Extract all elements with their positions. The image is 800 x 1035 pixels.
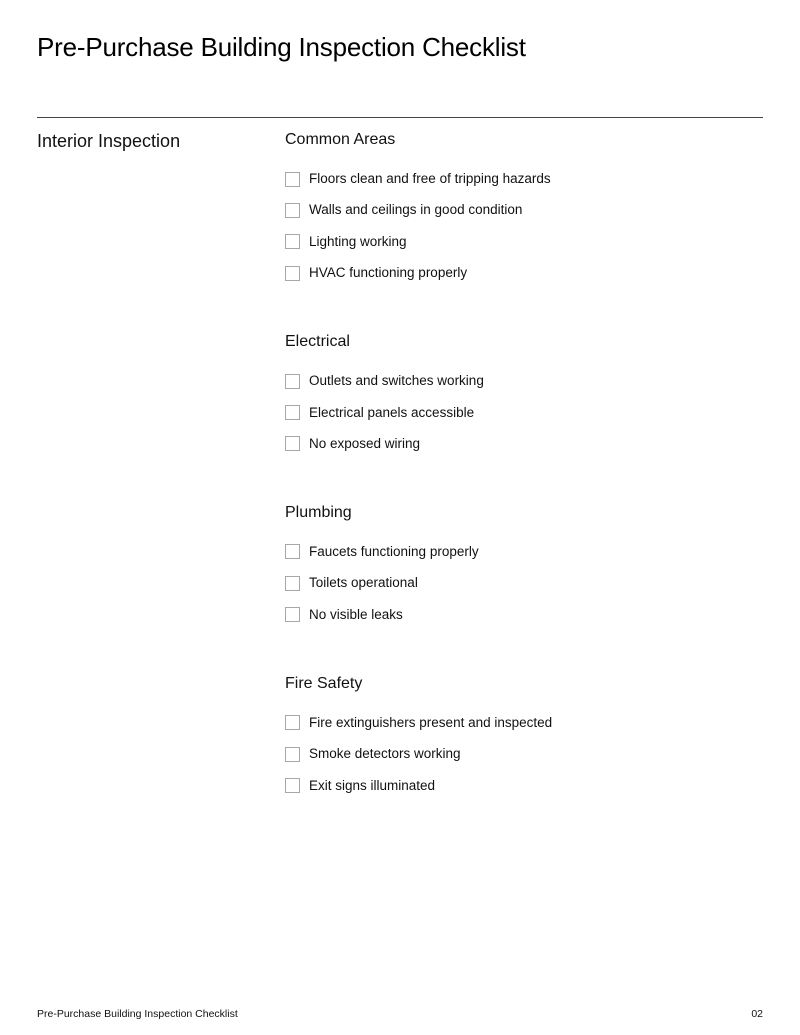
checklist-item-label: HVAC functioning properly: [309, 265, 468, 281]
section-label: Interior Inspection: [37, 131, 181, 151]
checkbox[interactable]: [285, 234, 300, 249]
checklist-item: [285, 605, 763, 625]
checklist-item-label: No visible leaks: [309, 606, 403, 622]
checkbox[interactable]: [285, 436, 300, 451]
checkbox[interactable]: [285, 172, 300, 187]
checklist-item-label: Fire extinguishers present and inspected: [309, 714, 553, 730]
group-title: Common Areas: [285, 131, 396, 148]
checklist-item-label: Walls and ceilings in good condition: [309, 202, 523, 218]
checklist-item-label: Smoke detectors working: [309, 746, 461, 762]
checkbox[interactable]: [285, 544, 300, 559]
checkbox[interactable]: [285, 266, 300, 281]
checkbox[interactable]: [285, 715, 300, 730]
checklist-item-label: Exit signs illuminated: [309, 777, 436, 793]
checklist-item: [285, 744, 763, 764]
footer-page-number: 02: [751, 1008, 763, 1020]
checklist-item: [285, 200, 763, 220]
checkbox[interactable]: [285, 405, 300, 420]
group-fire-safety: [285, 673, 763, 796]
checklist-item: [285, 232, 763, 252]
checklist-item-label: No exposed wiring: [309, 435, 421, 451]
header-divider: [37, 117, 763, 118]
checklist-item: [285, 776, 763, 796]
group-title: Electrical: [285, 333, 350, 351]
checklist-item: [285, 169, 763, 189]
checklist-item-label: Floors clean and free of tripping hazards: [309, 171, 551, 186]
checkbox[interactable]: [285, 576, 300, 591]
group-title: Fire Safety: [285, 674, 363, 692]
checklist-item: [285, 713, 763, 733]
checklist-item: [285, 263, 763, 283]
checklist-item-label: Outlets and switches working: [309, 373, 484, 389]
checklist: [285, 542, 763, 625]
checkbox[interactable]: [285, 747, 300, 762]
group-common-areas: [285, 129, 763, 283]
page-title: Pre-Purchase Building Inspection Checklist: [37, 32, 526, 62]
checklist-groups: [285, 129, 763, 844]
checklist-item: [285, 371, 763, 391]
checklist-item-label: Faucets functioning properly: [309, 543, 479, 559]
checklist-item: [285, 434, 763, 454]
footer-document-title: Pre-Purchase Building Inspection Checklist: [37, 1008, 238, 1020]
checklist-item-label: Lighting working: [309, 233, 407, 249]
checklist-item: [285, 573, 763, 593]
checkbox[interactable]: [285, 203, 300, 218]
checklist-item: [285, 542, 763, 562]
checkbox[interactable]: [285, 374, 300, 389]
group-plumbing: [285, 502, 763, 625]
group-electrical: [285, 331, 763, 454]
checklist: [285, 371, 763, 454]
checklist-item: [285, 403, 763, 423]
group-title: Plumbing: [285, 503, 352, 521]
checklist: [285, 713, 763, 796]
checklist-item-label: Toilets operational: [309, 575, 418, 591]
checkbox[interactable]: [285, 607, 300, 622]
checkbox[interactable]: [285, 778, 300, 793]
checklist: [285, 169, 763, 283]
checklist-item-label: Electrical panels accessible: [309, 404, 475, 420]
